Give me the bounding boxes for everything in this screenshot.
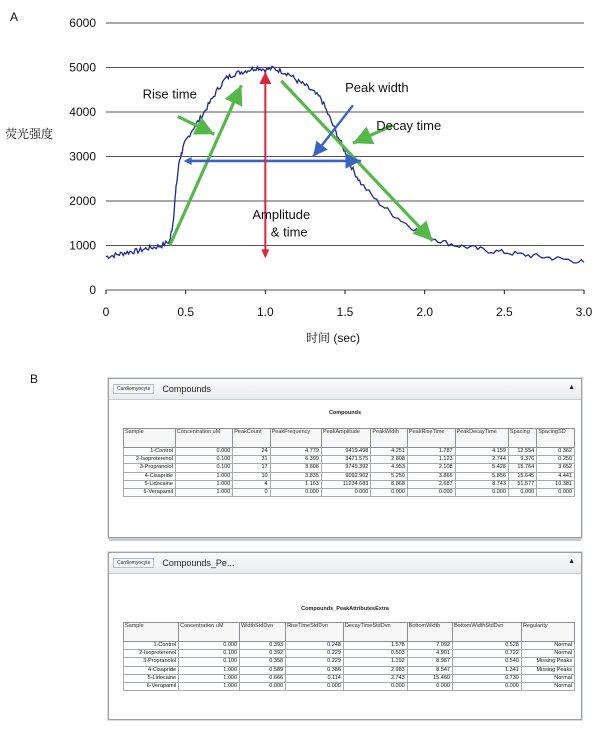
table-cell: 0.589	[240, 666, 286, 674]
peak-column-header[interactable]: WidthStdDvn	[240, 623, 286, 642]
peak-column-header[interactable]: Regularity	[521, 623, 574, 642]
table-cell: 15.460	[407, 674, 452, 682]
table-cell: 0.362	[537, 448, 575, 456]
table-cell: 4.251	[371, 448, 408, 456]
peak-attributes-window	[108, 552, 582, 720]
y-tick-label: 6000	[69, 16, 96, 30]
rise-time-arrow	[170, 85, 242, 245]
compounds-window-tag: Cardiomyocyte	[113, 384, 154, 394]
table-cell: 1.341	[452, 666, 521, 674]
table-cell: 0.100	[179, 650, 240, 658]
x-tick-label: 0	[102, 305, 110, 319]
table-cell: 1.000	[175, 480, 232, 488]
table-cell: 5.428	[455, 464, 508, 472]
table-cell: 3.866	[407, 472, 455, 480]
table-cell: 1-Control	[124, 642, 179, 650]
window-divider	[109, 538, 581, 541]
table-cell: 1.192	[343, 658, 407, 666]
compounds-window-titlebar[interactable]	[109, 379, 581, 400]
table-cell: 1-Control	[124, 448, 176, 456]
table-cell: 2.687	[407, 480, 455, 488]
peak-window-titlebar[interactable]	[109, 553, 581, 574]
table-cell: 5.856	[455, 472, 508, 480]
table-cell: 3.835	[270, 472, 321, 480]
table-cell: 5.250	[371, 472, 408, 480]
table-cell: 0.114	[286, 674, 344, 682]
table-cell: 0.000	[455, 488, 508, 496]
table-cell: 0	[233, 488, 270, 496]
table-cell: 2.808	[371, 456, 408, 464]
table-cell: 10	[233, 472, 270, 480]
panel-a-label: A	[10, 10, 19, 24]
table-cell: 0.666	[240, 674, 286, 682]
table-cell: 0.358	[240, 658, 286, 666]
table-row[interactable]	[124, 674, 575, 682]
compounds-column-header[interactable]: PeakAmplitude	[321, 429, 370, 448]
table-cell: 3471.575	[321, 456, 370, 464]
annotation-label: Peak width	[345, 79, 409, 95]
compounds-column-header[interactable]: PeakFrequency	[270, 429, 321, 448]
table-cell: 24	[233, 448, 270, 456]
peak-attributes-table	[123, 622, 575, 691]
table-cell: 1.000	[175, 488, 232, 496]
y-tick-label: 0	[89, 283, 96, 297]
table-cell: 0.503	[343, 650, 407, 658]
panel-b-label: B	[30, 372, 39, 386]
table-cell: 5-Lidocaine	[124, 674, 179, 682]
compounds-column-header[interactable]: PeakCount	[233, 429, 270, 448]
peak-column-header[interactable]: Concentration uM	[179, 623, 240, 642]
table-cell: 8.987	[407, 658, 452, 666]
table-cell: 10.381	[537, 480, 575, 488]
compounds-column-header[interactable]: SpacingSD	[537, 429, 575, 448]
annotation-label: & time	[270, 224, 308, 240]
table-row[interactable]	[124, 682, 575, 690]
table-cell: 1.000	[179, 682, 240, 690]
compounds-column-header[interactable]: Concentration uM	[175, 429, 232, 448]
table-cell: 0.528	[452, 642, 521, 650]
table-cell: 12.554	[508, 448, 536, 456]
table-cell: 0.229	[286, 658, 344, 666]
peak-window-title: Compounds_Pe...	[162, 558, 235, 568]
table-cell: 0.000	[179, 642, 240, 650]
table-cell: 2.744	[455, 456, 508, 464]
x-tick-label: 1.0	[256, 305, 274, 319]
compounds-window-title: Compounds	[162, 384, 211, 394]
table-row[interactable]	[124, 650, 575, 658]
table-cell: 3-Propranolol	[124, 464, 176, 472]
table-cell: 0.100	[175, 456, 232, 464]
y-tick-label: 3000	[69, 149, 96, 164]
table-cell: 0.730	[452, 674, 521, 682]
x-axis-label: 时间 (sec)	[305, 331, 361, 345]
table-cell: 2.743	[343, 674, 407, 682]
table-cell: 3.806	[270, 464, 321, 472]
table-cell: 9419.498	[321, 448, 370, 456]
amplitude-arrowhead-bottom	[261, 249, 269, 258]
compounds-window-body	[109, 400, 581, 536]
table-cell: 0.000	[286, 682, 344, 690]
table-cell: Missing Peaks	[521, 666, 574, 674]
table-cell: 2.108	[407, 464, 455, 472]
table-cell: 9749.392	[321, 464, 370, 472]
table-cell: 6-Verapamil	[124, 682, 179, 690]
rise-time-pointer	[178, 116, 215, 134]
annotation-label: Decay time	[376, 117, 442, 133]
table-cell: 4-Cisapride	[124, 666, 179, 674]
table-cell: 1.000	[179, 666, 240, 674]
table-cell: 15.764	[508, 464, 536, 472]
compounds-column-header[interactable]: PeakDecayTime	[455, 429, 508, 448]
table-cell: 1.578	[343, 642, 407, 650]
table-cell: 31	[233, 456, 270, 464]
y-tick-label: 1000	[69, 238, 96, 253]
collapse-icon[interactable]: ▲	[568, 384, 575, 391]
table-cell: 4.779	[270, 448, 321, 456]
compounds-column-header[interactable]: PeakWidth	[371, 429, 408, 448]
table-cell: 2-Isoproterenol	[124, 650, 179, 658]
table-cell: 4.953	[371, 464, 408, 472]
table-cell: 0.392	[240, 650, 286, 658]
table-cell: 0.248	[286, 642, 344, 650]
table-cell: 6.399	[270, 456, 321, 464]
table-cell: 2-Isoproterenol	[124, 456, 176, 464]
x-tick-label: 2.5	[495, 305, 513, 319]
x-tick-label: 2.0	[416, 305, 434, 319]
table-cell: 0.000	[371, 488, 408, 496]
table-cell: 0.000	[270, 488, 321, 496]
y-axis-label: 荧光强度	[5, 127, 54, 141]
table-cell: 0.000	[407, 488, 455, 496]
table-cell: 0.386	[286, 666, 344, 674]
table-cell: 4.159	[455, 448, 508, 456]
table-cell: 0.100	[175, 464, 232, 472]
compounds-table-title: Compounds	[328, 410, 362, 416]
table-cell: 7.092	[407, 642, 452, 650]
table-cell: 8.547	[407, 666, 452, 674]
y-tick-label: 4000	[69, 105, 96, 119]
compounds-column-header[interactable]: PeakRiseTime	[407, 429, 455, 448]
table-cell: 1.000	[179, 674, 240, 682]
table-cell: 3.652	[537, 464, 575, 472]
table-row[interactable]	[124, 642, 575, 650]
table-cell: 5-Lidocaine	[124, 480, 176, 488]
table-cell: 1.123	[407, 456, 455, 464]
compounds-window	[108, 378, 582, 538]
table-cell: 9.376	[508, 456, 536, 464]
fluorescence-chart	[0, 0, 600, 360]
peak-column-header[interactable]: DecayTimeStdDvn	[343, 623, 407, 642]
peak-table-title: Compounds_PeakAttributesExtra	[301, 606, 389, 612]
table-cell: 9092.902	[321, 472, 370, 480]
table-cell: 0.000	[343, 682, 407, 690]
table-cell: 4.441	[537, 472, 575, 480]
compounds-table	[123, 428, 575, 497]
table-row[interactable]	[124, 488, 575, 496]
table-cell: 0.393	[240, 642, 286, 650]
table-cell: 0.000	[452, 682, 521, 690]
table-cell: 8.743	[455, 480, 508, 488]
peak-width-arrowhead-left	[184, 157, 192, 165]
annotation-label: Rise time	[142, 86, 197, 102]
table-cell: 6-Verapamil	[124, 488, 176, 496]
peak-column-header[interactable]: BottomWidth	[407, 623, 452, 642]
compounds-column-header[interactable]: Spacing	[508, 429, 536, 448]
table-cell: 3-Propranolol	[124, 658, 179, 666]
table-row[interactable]	[124, 658, 575, 666]
table-cell: 0.100	[179, 658, 240, 666]
compounds-header-row	[124, 429, 575, 448]
table-cell: 0.000	[537, 488, 575, 496]
table-row[interactable]	[124, 472, 575, 480]
table-row[interactable]	[124, 456, 575, 464]
y-tick-label: 2000	[69, 194, 96, 208]
table-cell: Missing Peaks	[521, 658, 574, 666]
table-row[interactable]	[124, 448, 575, 456]
table-cell: Normal	[521, 674, 574, 682]
peak-window-tag: Cardiomyocyte	[113, 558, 154, 568]
table-cell: 0.000	[407, 682, 452, 690]
x-tick-label: 3.0	[575, 305, 593, 319]
peak-column-header[interactable]: BottomWidthStdDvn	[452, 623, 521, 642]
table-row[interactable]	[124, 480, 575, 488]
peak-column-header[interactable]: Sample	[124, 623, 179, 642]
table-cell: 2.983	[343, 666, 407, 674]
peak-window-body	[109, 574, 581, 718]
table-cell: 8.868	[371, 480, 408, 488]
table-cell: Normal	[521, 650, 574, 658]
table-cell: 17	[233, 464, 270, 472]
table-cell: 0.000	[175, 448, 232, 456]
table-cell: 4.901	[407, 650, 452, 658]
collapse-icon[interactable]: ▲	[568, 558, 575, 565]
table-cell: Normal	[521, 642, 574, 650]
table-cell: 1.000	[175, 472, 232, 480]
compounds-column-header[interactable]: Sample	[124, 429, 176, 448]
table-cell: 0.722	[452, 650, 521, 658]
table-cell: 0.000	[240, 682, 286, 690]
table-cell: 1.163	[270, 480, 321, 488]
y-tick-label: 5000	[69, 60, 96, 75]
table-row[interactable]	[124, 666, 575, 674]
table-cell: 4	[233, 480, 270, 488]
x-tick-label: 0.5	[177, 305, 195, 319]
peak-column-header[interactable]: RiseTimeStdDvn	[286, 623, 344, 642]
table-row[interactable]	[124, 464, 575, 472]
peak-header-row	[124, 623, 575, 642]
table-cell: 0.000	[508, 488, 536, 496]
table-cell: 11234.683	[321, 480, 370, 488]
table-cell: 1.787	[407, 448, 455, 456]
annotation-label: Amplitude	[252, 206, 311, 222]
table-cell: 0.000	[321, 488, 370, 496]
table-cell: 15.645	[508, 472, 536, 480]
x-tick-label: 1.5	[336, 305, 354, 319]
table-cell: 0.229	[286, 650, 344, 658]
table-cell: 0.540	[452, 658, 521, 666]
table-cell: 51.577	[508, 480, 536, 488]
table-cell: 4-Cisapride	[124, 472, 176, 480]
table-cell: Normal	[521, 682, 574, 690]
table-cell: 0.250	[537, 456, 575, 464]
